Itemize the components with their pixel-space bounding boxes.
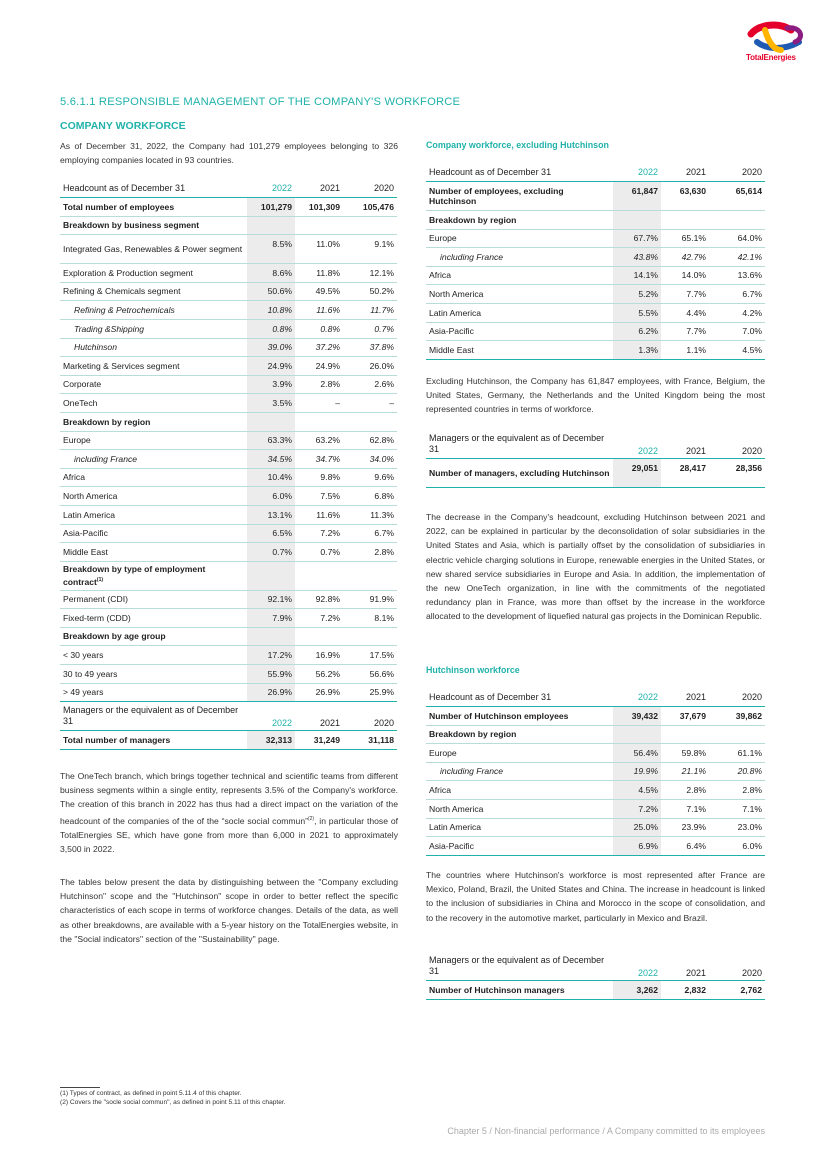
value-2021: 49.5%	[295, 282, 343, 301]
table-row	[60, 468, 397, 487]
header-2021: 2021	[295, 702, 343, 731]
value-2020: 6.7%	[343, 524, 397, 543]
row-label: Refining & Chemicals segment	[60, 282, 247, 301]
row-label: Africa	[426, 781, 613, 800]
value-2021: 2,832	[661, 981, 709, 1000]
value-2020: 42.1%	[709, 248, 765, 267]
row-label: Hutchinson	[60, 338, 247, 357]
row-label: Asia-Pacific	[60, 524, 247, 543]
hutchinson-title: Hutchinson workforce	[426, 665, 520, 675]
row-label: Number of managers, excluding Hutchinson	[426, 459, 613, 488]
header-label: Managers or the equivalent as of December 31	[426, 952, 613, 981]
table-row	[60, 301, 397, 320]
value-2022: 92.1%	[247, 590, 295, 609]
value-2020: 64.0%	[709, 229, 765, 248]
value-2022: 39,432	[613, 707, 661, 726]
value-2021: 37,679	[661, 707, 709, 726]
value-2021: 59.8%	[661, 744, 709, 763]
value-2020: 2.8%	[709, 781, 765, 800]
table-row	[426, 981, 765, 1000]
table-row	[426, 248, 765, 267]
value-2021: 56.2%	[295, 665, 343, 684]
table-row	[60, 487, 397, 506]
value-2021	[295, 561, 343, 590]
table-row	[60, 590, 397, 609]
excl-managers-table	[426, 430, 765, 488]
header-2022: 2022	[613, 952, 661, 981]
value-2021: 11.6%	[295, 505, 343, 524]
value-2022: 67.7%	[613, 229, 661, 248]
row-label: Permanent (CDI)	[60, 590, 247, 609]
onetech-paragraph	[60, 769, 398, 856]
header-label: Managers or the equivalent as of December 31	[60, 702, 247, 731]
table-row	[426, 341, 765, 360]
value-2020: 9.1%	[343, 235, 397, 264]
header-2022: 2022	[613, 689, 661, 707]
value-2021: 28,417	[661, 459, 709, 488]
row-label: Breakdown by region	[426, 211, 613, 230]
intro-paragraph: As of December 31, 2022, the Company had 101,279 employees belonging to 326 employing companies located in 93 countries.	[60, 141, 398, 166]
value-2020: 105,476	[343, 198, 397, 217]
value-2020: 62.8%	[343, 431, 397, 450]
value-2022: 4.5%	[613, 781, 661, 800]
value-2022: 25.0%	[613, 818, 661, 837]
header-2021: 2021	[661, 164, 709, 182]
table-header	[60, 180, 397, 198]
table-row	[426, 707, 765, 726]
header-2022: 2022	[613, 430, 661, 459]
value-2020: 50.2%	[343, 282, 397, 301]
table-row	[60, 431, 397, 450]
table-row	[60, 731, 397, 750]
value-2022: 5.5%	[613, 303, 661, 322]
value-2022: 6.2%	[613, 322, 661, 341]
header-label: Headcount as of December 31	[426, 689, 613, 707]
value-2021: 37.2%	[295, 338, 343, 357]
value-2020	[709, 211, 765, 230]
value-2020: 31,118	[343, 731, 397, 750]
table-row	[60, 646, 397, 665]
table-row	[426, 837, 765, 856]
row-label: Latin America	[426, 303, 613, 322]
value-2021: 1.1%	[661, 341, 709, 360]
value-2021: 7.2%	[295, 524, 343, 543]
value-2022: 6.5%	[247, 524, 295, 543]
row-label: Africa	[60, 468, 247, 487]
value-2020: 56.6%	[343, 665, 397, 684]
row-label: Breakdown by region	[60, 412, 247, 431]
table-row	[60, 505, 397, 524]
row-label: 30 to 49 years	[60, 665, 247, 684]
value-2021	[661, 725, 709, 744]
table-row	[60, 198, 397, 217]
row-label: < 30 years	[60, 646, 247, 665]
tables-explanation-paragraph: The tables below present the data by distinguishing between the "Company excluding Hutchinson" scope and the "Hutchinson" scope in order to better reflect the specific characteristics of each scope in terms of workforce changes. Details of the data, as well as other breakdowns, are available with a 5-year history on the TotalEnergies website, in the "Social indicators" section of the "Sustainability" page.	[60, 877, 398, 944]
value-2022	[247, 412, 295, 431]
table-row	[60, 450, 397, 469]
row-label: North America	[60, 487, 247, 506]
section-title: 5.6.1.1 RESPONSIBLE MANAGEMENT OF THE COMPANY'S WORKFORCE	[60, 96, 461, 108]
managers-table	[60, 702, 397, 750]
row-label: Africa	[426, 266, 613, 285]
value-2021: 16.9%	[295, 646, 343, 665]
value-2020: 20.8%	[709, 762, 765, 781]
row-label: Europe	[426, 744, 613, 763]
table-row	[426, 459, 765, 488]
value-2022: 50.6%	[247, 282, 295, 301]
value-2021: 11.0%	[295, 235, 343, 264]
row-label: Number of Hutchinson managers	[426, 981, 613, 1000]
table-row	[426, 303, 765, 322]
table-row	[426, 182, 765, 211]
value-2021: 7.7%	[661, 322, 709, 341]
row-label: including France	[426, 762, 613, 781]
row-label: Total number of employees	[60, 198, 247, 217]
value-2020: 65,614	[709, 182, 765, 211]
header-2020: 2020	[709, 430, 765, 459]
row-label: OneTech	[60, 394, 247, 413]
value-2022: 6.9%	[613, 837, 661, 856]
value-2021: 21.1%	[661, 762, 709, 781]
value-2021: 4.4%	[661, 303, 709, 322]
brand-name: TotalEnergies	[746, 53, 796, 62]
value-2022: 17.2%	[247, 646, 295, 665]
value-2022: 10.4%	[247, 468, 295, 487]
value-2020: 91.9%	[343, 590, 397, 609]
value-2021: 92.8%	[295, 590, 343, 609]
value-2020: 11.7%	[343, 301, 397, 320]
value-2020: 2.8%	[343, 543, 397, 562]
value-2021: 7.2%	[295, 609, 343, 628]
footnote-2: (2) Covers the "socle social commun", as defined in point 5.11 of this chapter.	[60, 1099, 286, 1106]
value-2020: 26.0%	[343, 357, 397, 376]
row-label: Latin America	[426, 818, 613, 837]
value-2020: 6.8%	[343, 487, 397, 506]
headcount-table	[60, 180, 397, 702]
value-2022: 34.5%	[247, 450, 295, 469]
value-2021: 9.8%	[295, 468, 343, 487]
value-2022: 32,313	[247, 731, 295, 750]
row-label: Breakdown by age group	[60, 627, 247, 646]
value-2021: 26.9%	[295, 683, 343, 702]
value-2022: 13.1%	[247, 505, 295, 524]
row-label: Middle East	[426, 341, 613, 360]
table-row	[426, 285, 765, 304]
header-2022: 2022	[247, 702, 295, 731]
value-2021: 11.6%	[295, 301, 343, 320]
value-2020: 6.0%	[709, 837, 765, 856]
value-2020	[343, 627, 397, 646]
header-2020: 2020	[343, 180, 397, 198]
row-label: Marketing & Services segment	[60, 357, 247, 376]
value-2020: 39,862	[709, 707, 765, 726]
table-row	[60, 683, 397, 702]
value-2022	[247, 216, 295, 235]
value-2022: 7.9%	[247, 609, 295, 628]
excl-hutchinson-title: Company workforce, excluding Hutchinson	[426, 140, 609, 150]
value-2020: 9.6%	[343, 468, 397, 487]
value-2020: 2.6%	[343, 375, 397, 394]
value-2020: 4.5%	[709, 341, 765, 360]
value-2022	[247, 561, 295, 590]
value-2021: 31,249	[295, 731, 343, 750]
table-row	[60, 375, 397, 394]
row-label: Refining & Petrochemicals	[60, 301, 247, 320]
row-label: Number of Hutchinson employees	[426, 707, 613, 726]
table-row	[60, 216, 397, 235]
value-2020: –	[343, 394, 397, 413]
value-2022: 8.5%	[247, 235, 295, 264]
value-2022	[247, 627, 295, 646]
value-2020: 23.0%	[709, 818, 765, 837]
value-2021	[295, 627, 343, 646]
header-2020: 2020	[709, 952, 765, 981]
value-2022: 19.9%	[613, 762, 661, 781]
table-row	[426, 744, 765, 763]
value-2021: 65.1%	[661, 229, 709, 248]
value-2022: 43.8%	[613, 248, 661, 267]
value-2020: 13.6%	[709, 266, 765, 285]
value-2022: 26.9%	[247, 683, 295, 702]
table-row	[60, 394, 397, 413]
table-row	[60, 543, 397, 562]
value-2020	[343, 216, 397, 235]
row-label: Europe	[60, 431, 247, 450]
table-row	[60, 561, 397, 590]
value-2020: 0.7%	[343, 319, 397, 338]
excl-hutchinson-table	[426, 164, 765, 360]
value-2022: 3,262	[613, 981, 661, 1000]
row-label: Corporate	[60, 375, 247, 394]
table-row	[60, 264, 397, 283]
table-row	[60, 524, 397, 543]
value-2021: 23.9%	[661, 818, 709, 837]
table-row	[426, 266, 765, 285]
table-row	[60, 282, 397, 301]
row-label: North America	[426, 799, 613, 818]
header-2020: 2020	[709, 689, 765, 707]
value-2022: 0.8%	[247, 319, 295, 338]
header-2021: 2021	[661, 689, 709, 707]
table-row	[426, 818, 765, 837]
value-2022: 29,051	[613, 459, 661, 488]
row-label: Asia-Pacific	[426, 322, 613, 341]
value-2020: 34.0%	[343, 450, 397, 469]
footnote-1: (1) Types of contract, as defined in point 5.11.4 of this chapter.	[60, 1090, 242, 1097]
header-2020: 2020	[709, 164, 765, 182]
value-2022: 63.3%	[247, 431, 295, 450]
value-2021: 2.8%	[295, 375, 343, 394]
value-2022: 3.9%	[247, 375, 295, 394]
value-2020	[343, 412, 397, 431]
table-row	[426, 725, 765, 744]
value-2022: 14.1%	[613, 266, 661, 285]
footnote-divider	[60, 1087, 100, 1088]
table-row	[60, 357, 397, 376]
value-2020: 7.0%	[709, 322, 765, 341]
value-2021: 7.5%	[295, 487, 343, 506]
value-2021: 63.2%	[295, 431, 343, 450]
hutchinson-managers-table	[426, 952, 765, 1000]
value-2021: 6.4%	[661, 837, 709, 856]
table-row	[426, 781, 765, 800]
value-2021: –	[295, 394, 343, 413]
table-row	[60, 665, 397, 684]
page-footer: Chapter 5 / Non-financial performance / A Company committed to its employees	[447, 1126, 765, 1136]
table-row	[60, 338, 397, 357]
value-2020: 7.1%	[709, 799, 765, 818]
value-2021: 2.8%	[661, 781, 709, 800]
table-row	[426, 211, 765, 230]
footnote-ref: (1)	[96, 576, 104, 583]
header-label: Headcount as of December 31	[60, 180, 247, 198]
value-2022: 0.7%	[247, 543, 295, 562]
table-row	[60, 235, 397, 264]
header-2020: 2020	[343, 702, 397, 731]
onetech-text-continued: , in particular those of TotalEnergies SE, which have gone from more than 6,000 in 2021 to approximately 3,500 in 2022.	[60, 815, 398, 854]
header-2022: 2022	[247, 180, 295, 198]
header-2022: 2022	[613, 164, 661, 182]
value-2020: 37.8%	[343, 338, 397, 357]
value-2020: 12.1%	[343, 264, 397, 283]
hutchinson-table	[426, 689, 765, 856]
value-2020: 61.1%	[709, 744, 765, 763]
value-2021	[295, 412, 343, 431]
row-label: Number of employees, excluding Hutchinson	[426, 182, 613, 211]
row-label: Fixed-term (CDD)	[60, 609, 247, 628]
header-2021: 2021	[661, 430, 709, 459]
row-label: Europe	[426, 229, 613, 248]
value-2020: 25.9%	[343, 683, 397, 702]
value-2021: 42.7%	[661, 248, 709, 267]
value-2020	[709, 725, 765, 744]
header-label: Headcount as of December 31	[426, 164, 613, 182]
table-row	[60, 627, 397, 646]
row-label: > 49 years	[60, 683, 247, 702]
row-label: Breakdown by business segment	[60, 216, 247, 235]
header-2021: 2021	[295, 180, 343, 198]
footnote-ref: (2)	[307, 815, 315, 822]
value-2021: 101,309	[295, 198, 343, 217]
table-row	[60, 609, 397, 628]
value-2022: 1.3%	[613, 341, 661, 360]
onetech-text: The OneTech branch, which brings together technical and scientific teams from different business segments within a single entity, represents 3.5% of the Company's workforce. The creation of this branch in 2022 has thus had a direct impact on the variation of the headcount of the companies of the of the “socle social commun”	[60, 771, 398, 826]
table-row	[426, 322, 765, 341]
table-row	[60, 412, 397, 431]
value-2021: 0.7%	[295, 543, 343, 562]
row-label: Latin America	[60, 505, 247, 524]
value-2020: 4.2%	[709, 303, 765, 322]
value-2021: 7.1%	[661, 799, 709, 818]
decrease-paragraph: The decrease in the Company's headcount, excluding Hutchinson between 2021 and 2022, can be explained in particular by the deconsolidation of solar subsidiaries in the United States and Asia, which is partially offset by the consolidation of subsidiaries in electric vehicle charging solutions in Europe, renewable energies in the United States, or new shared service subsidiaries in Europe and Asia. In addition, the implementation of the new OneTech organization, in line with the commitments of the negotiated redundancy plan in France, was more than offset by the increase in the workforce allocated to the development of liquefied natural gas projects in the Dominican Republic.	[426, 512, 765, 622]
value-2022: 39.0%	[247, 338, 295, 357]
row-label-text: Breakdown by type of employment contract	[63, 564, 206, 587]
row-label: Asia-Pacific	[426, 837, 613, 856]
value-2021: 24.9%	[295, 357, 343, 376]
row-label: Exploration & Production segment	[60, 264, 247, 283]
row-label: Middle East	[60, 543, 247, 562]
table-row	[426, 229, 765, 248]
table-row	[426, 762, 765, 781]
row-label: Trading &Shipping	[60, 319, 247, 338]
value-2021	[661, 211, 709, 230]
value-2020: 11.3%	[343, 505, 397, 524]
value-2022: 61,847	[613, 182, 661, 211]
value-2020: 6.7%	[709, 285, 765, 304]
excl-hutchinson-paragraph: Excluding Hutchinson, the Company has 61,847 employees, with France, Belgium, the United States, Germany, the Netherlands and the United Kingdom being the most represented countries in terms of workforce.	[426, 376, 765, 415]
value-2021: 63,630	[661, 182, 709, 211]
value-2022: 7.2%	[613, 799, 661, 818]
table-row	[426, 799, 765, 818]
value-2022: 10.8%	[247, 301, 295, 320]
value-2020: 8.1%	[343, 609, 397, 628]
value-2020: 17.5%	[343, 646, 397, 665]
value-2020	[343, 561, 397, 590]
row-label: Breakdown by region	[426, 725, 613, 744]
value-2022: 24.9%	[247, 357, 295, 376]
row-label: North America	[426, 285, 613, 304]
value-2022: 55.9%	[247, 665, 295, 684]
value-2020: 28,356	[709, 459, 765, 488]
value-2022	[613, 211, 661, 230]
row-label: including France	[426, 248, 613, 267]
value-2021: 11.8%	[295, 264, 343, 283]
value-2022: 5.2%	[613, 285, 661, 304]
row-label: Integrated Gas, Renewables & Power segment	[60, 235, 247, 264]
row-label: including France	[60, 450, 247, 469]
header-label: Managers or the equivalent as of December 31	[426, 430, 613, 459]
table-row	[60, 319, 397, 338]
value-2021	[295, 216, 343, 235]
hutchinson-paragraph: The countries where Hutchinson's workforce is most represented after France are Mexico, Poland, Brazil, the United States and China. The increase in headcount is linked to the inclusion of subsidiaries in China and Morocco in the scope of consolidation, and to the recovery in the automotive market, particularly in Mexico and Brazil.	[426, 870, 765, 923]
value-2022: 3.5%	[247, 394, 295, 413]
value-2021: 0.8%	[295, 319, 343, 338]
value-2022	[613, 725, 661, 744]
value-2022: 6.0%	[247, 487, 295, 506]
row-label: Total number of managers	[60, 731, 247, 750]
value-2022: 56.4%	[613, 744, 661, 763]
value-2021: 14.0%	[661, 266, 709, 285]
value-2020: 2,762	[709, 981, 765, 1000]
value-2021: 7.7%	[661, 285, 709, 304]
value-2021: 34.7%	[295, 450, 343, 469]
row-label	[60, 561, 247, 590]
header-2021: 2021	[661, 952, 709, 981]
value-2022: 8.6%	[247, 264, 295, 283]
subsection-title: COMPANY WORKFORCE	[60, 120, 186, 132]
value-2022: 101,279	[247, 198, 295, 217]
